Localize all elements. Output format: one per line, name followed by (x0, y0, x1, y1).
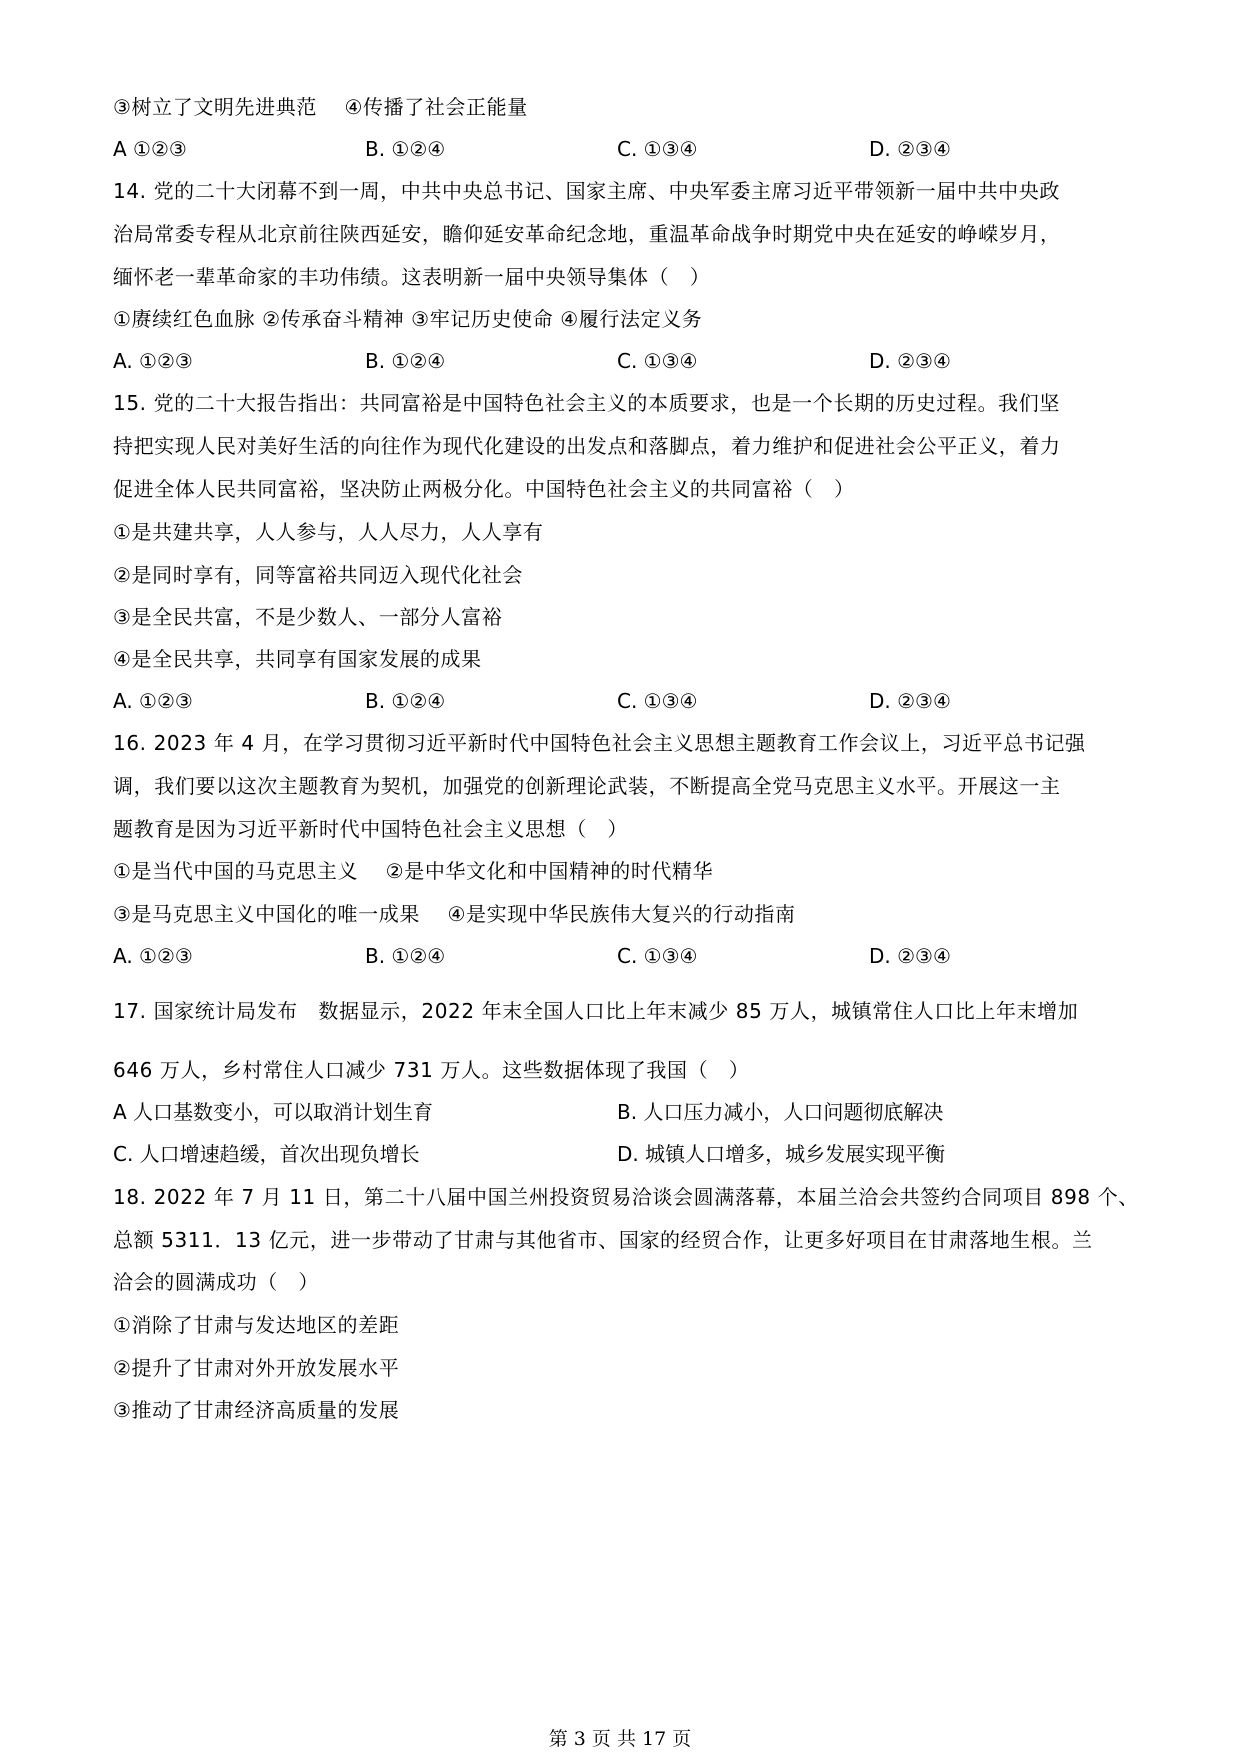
q15-stem-line-3: 促进全体人民共同富裕，坚决防止两极分化。中国特色社会主义的共同富裕（ ） (113, 477, 855, 501)
q13-option-c: C. ①③④ (617, 137, 698, 161)
q16-statements-line-1: ①是当代中国的马克思主义 ②是中华文化和中国精神的时代精华 (113, 859, 714, 883)
q14-option-b: B. ①②④ (365, 349, 446, 373)
q13-options (113, 135, 1133, 163)
q16-statements-line-2: ③是马克思主义中国化的唯一成果 ④是实现中华民族伟大复兴的行动指南 (113, 902, 796, 926)
q16-stem-line-2: 调，我们要以这次主题教育为契机，加强党的创新理论武装，不断提高全党马克思主义水平。开展这一主 (113, 774, 1061, 798)
q18-statement-2: ②提升了甘肃对外开放发展水平 (113, 1356, 400, 1380)
q17-stem-line-2: 646 万人，乡村常住人口减少 731 万人。这些数据体现了我国（ ） (113, 1058, 750, 1082)
q17-option-b: B. 人口压力减小，人口问题彻底解决 (617, 1100, 944, 1124)
q15-option-b: B. ①②④ (365, 689, 446, 713)
q15-statement-3: ③是全民共富，不是少数人、一部分人富裕 (113, 605, 503, 629)
q16-options (113, 942, 1133, 970)
q13-statements: ③树立了文明先进典范 ④传播了社会正能量 (113, 95, 528, 119)
q17-option-a: A 人口基数变小，可以取消计划生育 (113, 1100, 434, 1124)
q16-stem-line-1: 16. 2023 年 4 月，在学习贯彻习近平新时代中国特色社会主义思想主题教育工作会议上，习近平总书记强 (113, 731, 1086, 755)
q18-stem-line-2: 总额 5311．13 亿元，进一步带动了甘肃与其他省市、国家的经贸合作，让更多好项目在甘肃落地生根。兰 (113, 1228, 1093, 1252)
q14-option-d: D. ②③④ (869, 349, 951, 373)
q18-stem-line-3: 洽会的圆满成功（ ） (113, 1270, 319, 1294)
q14-stem-line-2: 治局常委专程从北京前往陕西延安，瞻仰延安革命纪念地，重温革命战争时期党中央在延安的峥嵘岁月， (113, 222, 1061, 246)
q17-options-row-1 (113, 1098, 1133, 1126)
q16-option-b: B. ①②④ (365, 944, 446, 968)
q15-statement-2: ②是同时享有，同等富裕共同迈入现代化社会 (113, 563, 523, 587)
q17-option-d: D. 城镇人口增多，城乡发展实现平衡 (617, 1142, 946, 1166)
q14-options (113, 347, 1133, 375)
q16-stem-line-3: 题教育是因为习近平新时代中国特色社会主义思想（ ） (113, 817, 628, 841)
q15-stem-line-2: 持把实现人民对美好生活的向往作为现代化建设的出发点和落脚点，着力维护和促进社会公平正义，着力 (113, 434, 1061, 458)
q17-option-c: C. 人口增速趋缓，首次出现负增长 (113, 1142, 420, 1166)
q14-option-c: C. ①③④ (617, 349, 698, 373)
q16-option-d: D. ②③④ (869, 944, 951, 968)
q14-stem-line-1: 14. 党的二十大闭幕不到一周，中共中央总书记、国家主席、中央军委主席习近平带领新一届中共中央政 (113, 179, 1060, 203)
q15-option-a: A. ①②③ (113, 689, 193, 713)
q14-option-a: A. ①②③ (113, 349, 193, 373)
page-number-footer: 第 3 页 共 17 页 (548, 1728, 692, 1750)
q18-statement-3: ③推动了甘肃经济高质量的发展 (113, 1398, 400, 1422)
q18-stem-line-1: 18. 2022 年 7 月 11 日，第二十八届中国兰州投资贸易洽谈会圆满落幕，本届兰洽会共签约合同项目 898 个、 (113, 1185, 1139, 1209)
q13-option-a: A ①②③ (113, 137, 187, 161)
q13-option-b: B. ①②④ (365, 137, 446, 161)
q13-option-d: D. ②③④ (869, 137, 951, 161)
q18-statement-1: ①消除了甘肃与发达地区的差距 (113, 1313, 400, 1337)
q16-option-c: C. ①③④ (617, 944, 698, 968)
q14-statements: ①赓续红色血脉 ②传承奋斗精神 ③牢记历史使命 ④履行法定义务 (113, 307, 703, 331)
q15-option-c: C. ①③④ (617, 689, 698, 713)
q15-options (113, 687, 1133, 715)
q14-stem-line-3: 缅怀老一辈革命家的丰功伟绩。这表明新一届中央领导集体（ ） (113, 265, 711, 289)
q15-option-d: D. ②③④ (869, 689, 951, 713)
q15-statement-4: ④是全民共享，共同享有国家发展的成果 (113, 647, 482, 671)
q15-stem-line-1: 15. 党的二十大报告指出：共同富裕是中国特色社会主义的本质要求，也是一个长期的历史过程。我们坚 (113, 391, 1060, 415)
q15-statement-1: ①是共建共享，人人参与，人人尽力，人人享有 (113, 520, 544, 544)
q17-options-row-2 (113, 1140, 1133, 1168)
q16-option-a: A. ①②③ (113, 944, 193, 968)
q17-stem-line-1: 17. 国家统计局发布 数据显示，2022 年末全国人口比上年末减少 85 万人，城镇常住人口比上年末增加 (113, 999, 1079, 1023)
